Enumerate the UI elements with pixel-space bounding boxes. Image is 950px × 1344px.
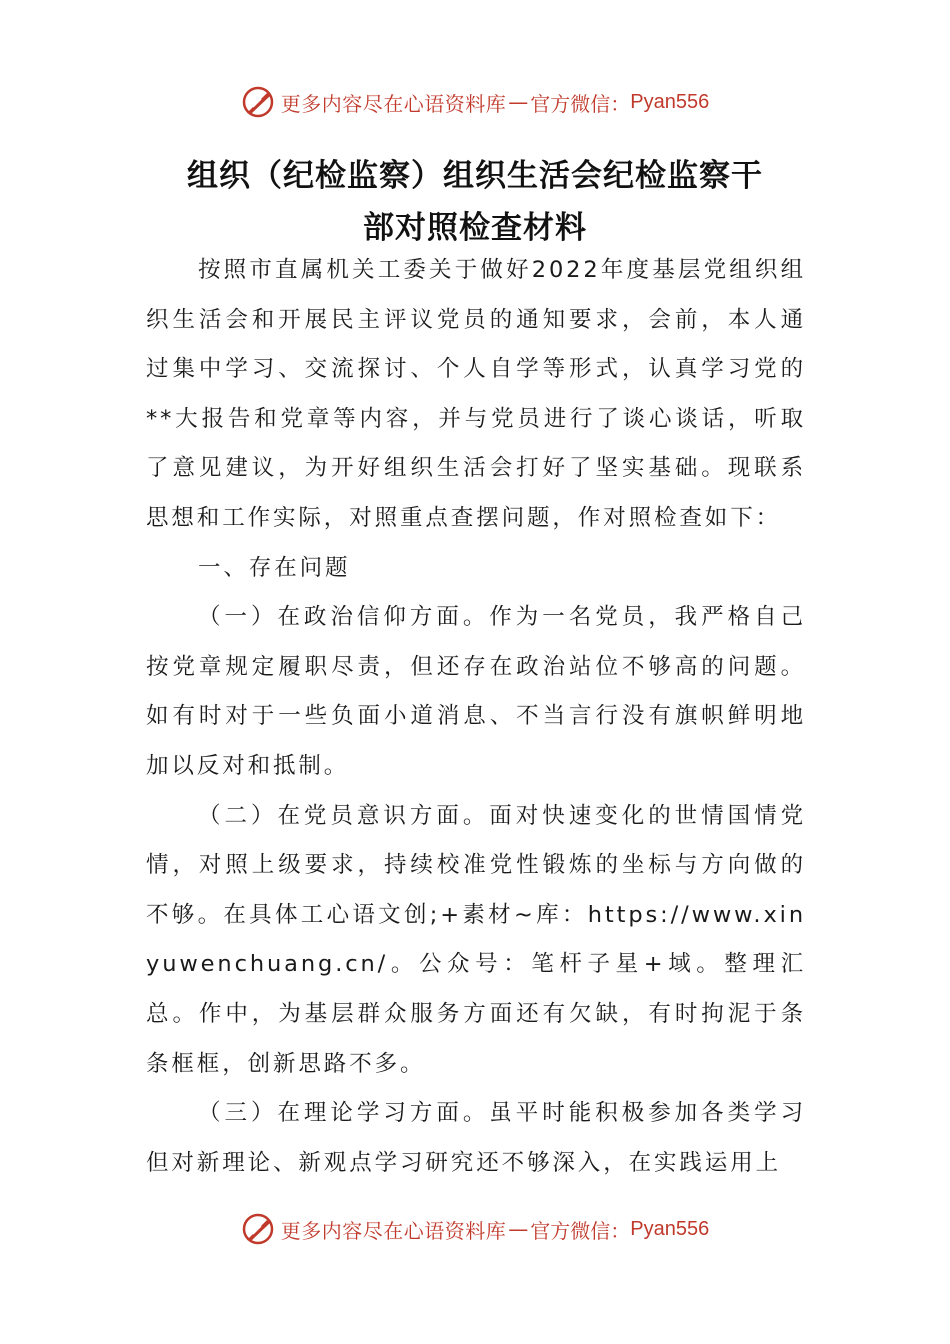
title-line-2: 部对照检查材料 bbox=[363, 210, 587, 246]
footer-banner bbox=[0, 1209, 950, 1249]
section-heading: 一、存在问题 bbox=[198, 554, 351, 581]
document-body bbox=[146, 246, 806, 1188]
paragraph-item-2: （二）在党员意识方面。面对快速变化的世情国情党情，对照上级要求，持续校准党性锻炼的坐标与方向做的不够。在具体工心语文创;+素材~库：https://www.xinyuwenchuang.cn/。公众号：笔杆子星+域。整理汇总。作中，为基层群众服务方面还有欠缺，有时拘泥于条条框框，创新思路不多。 bbox=[146, 802, 806, 1077]
banner-contact-id: Pyan556 bbox=[630, 1217, 710, 1240]
document-title bbox=[120, 150, 830, 254]
paragraph-item-3: （三）在理论学习方面。虽平时能积极参加各类学习但对新理论、新观点学习研究还不够深入，在实践运用上 bbox=[146, 1100, 806, 1176]
banner-contact-label: 官方微信： bbox=[530, 1218, 631, 1243]
banner-separator: — bbox=[508, 90, 529, 114]
banner-slogan: 更多内容尽在心语资料库 bbox=[280, 1218, 507, 1243]
quill-logo-icon bbox=[241, 85, 275, 119]
title-line-1: 组织（纪检监察）组织生活会纪检监察干 bbox=[187, 158, 763, 194]
paragraph-intro: 按照市直属机关工委关于做好2022年度基层党组织组织生活会和开展民主评议党员的通知要求，会前，本人通过集中学习、交流探讨、个人自学等形式，认真学习党的**大报告和党章等内容，并与党员进行了谈心谈话，听取了意见建议，为开好组织生活会打好了坚实基础。现联系思想和工作实际，对照重点查摆问题，作对照检查如下： bbox=[146, 257, 806, 531]
banner-separator: — bbox=[508, 1217, 529, 1241]
banner-slogan: 更多内容尽在心语资料库 bbox=[280, 91, 507, 116]
quill-logo-icon bbox=[241, 1212, 275, 1246]
banner-contact-label: 官方微信： bbox=[530, 91, 631, 116]
banner-contact-id: Pyan556 bbox=[630, 90, 710, 113]
paragraph-item-1: （一）在政治信仰方面。作为一名党员，我严格自己按党章规定履职尽责，但还存在政治站位不够高的问题。如有时对于一些负面小道消息、不当言行没有旗帜鲜明地加以反对和抵制。 bbox=[146, 604, 806, 779]
header-banner bbox=[0, 82, 950, 122]
